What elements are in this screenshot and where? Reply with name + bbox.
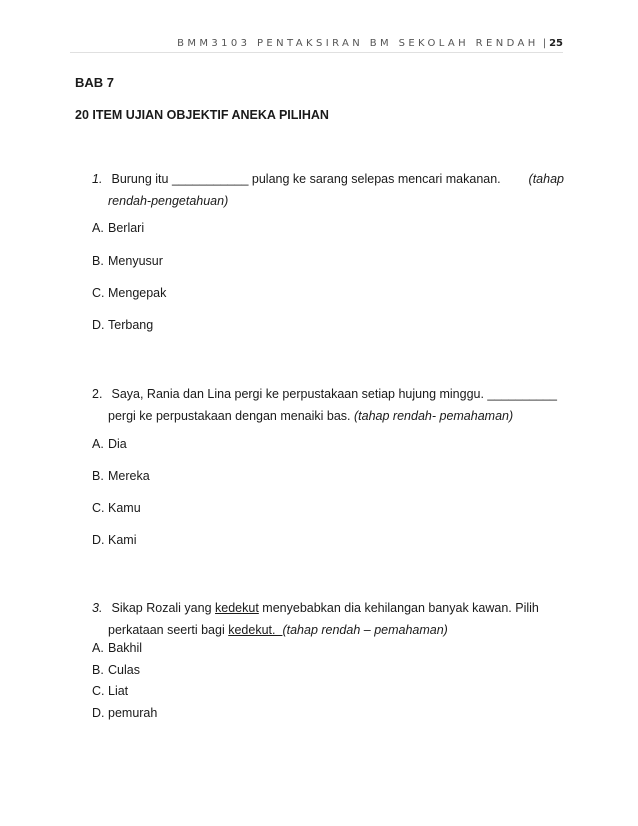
question-stem [92, 383, 564, 427]
option-letter: C. [92, 286, 105, 300]
option-a[interactable] [92, 437, 127, 451]
option-text: Kamu [108, 501, 141, 515]
option-a[interactable] [92, 641, 142, 655]
question-text: Sikap Rozali yang [111, 601, 212, 615]
page-number: 25 [549, 38, 563, 49]
underlined-word: kedekut [215, 601, 259, 615]
option-letter: A. [92, 641, 104, 655]
level-tag: (tahap rendah- pemahaman) [354, 409, 514, 423]
option-letter: D. [92, 318, 105, 332]
question-3 [92, 597, 564, 641]
question-2 [92, 383, 564, 427]
header-course-title: BMM3103 PENTAKSIRAN BM SEKOLAH RENDAH [177, 38, 539, 49]
question-1 [92, 168, 564, 212]
question-stem [92, 597, 564, 641]
option-text: Mereka [108, 469, 150, 483]
level-tag-continued: rendah-pengetahuan) [108, 194, 229, 208]
option-letter: D. [92, 706, 105, 720]
option-text: Mengepak [108, 286, 167, 300]
question-text-part2: menyebabkan dia kehilangan banyak kawan. Pilih [262, 601, 539, 615]
option-d[interactable] [92, 318, 153, 332]
option-letter: A. [92, 437, 104, 451]
option-c[interactable] [92, 684, 128, 698]
option-text: Dia [108, 437, 127, 451]
option-letter: C. [92, 684, 105, 698]
option-text: Culas [108, 663, 140, 677]
question-number: 2. [92, 387, 103, 401]
question-text-line2: pergi ke perpustakaan dengan menaiki bas. [108, 409, 351, 423]
question-text: Burung itu ___________ pulang ke sarang selepas mencari makanan. [111, 172, 501, 186]
option-text: pemurah [108, 706, 158, 720]
header-rule [70, 52, 563, 53]
question-stem [92, 168, 564, 212]
option-letter: B. [92, 254, 104, 268]
option-text: Liat [108, 684, 129, 698]
section-title: 20 ITEM UJIAN OBJEKTIF ANEKA PILIHAN [75, 108, 329, 122]
level-tag: (tahap [528, 172, 564, 186]
option-text: Berlari [108, 221, 145, 235]
option-c[interactable] [92, 501, 141, 515]
option-letter: B. [92, 469, 104, 483]
underlined-word: kedekut. [228, 623, 276, 637]
running-header [70, 38, 563, 49]
option-text: Bakhil [108, 641, 143, 655]
question-text-continued [92, 405, 564, 427]
option-text: Menyusur [108, 254, 163, 268]
option-b[interactable] [92, 663, 140, 677]
level-tag: (tahap rendah – pemahaman) [282, 623, 448, 637]
option-b[interactable] [92, 469, 150, 483]
option-d[interactable] [92, 706, 157, 720]
header-separator: | [542, 38, 547, 49]
option-letter: C. [92, 501, 105, 515]
option-text: Terbang [108, 318, 154, 332]
option-d[interactable] [92, 533, 136, 547]
option-a[interactable] [92, 221, 144, 235]
option-text: Kami [108, 533, 137, 547]
question-number: 3. [92, 601, 103, 615]
option-letter: D. [92, 533, 105, 547]
option-letter: B. [92, 663, 104, 677]
question-text-line2: perkataan seerti bagi [108, 623, 225, 637]
option-b[interactable] [92, 254, 163, 268]
question-text: Saya, Rania dan Lina pergi ke perpustakaan setiap hujung minggu. __________ [111, 387, 557, 401]
question-number: 1. [92, 172, 103, 186]
chapter-heading: BAB 7 [75, 75, 115, 90]
question-text-continued [92, 619, 564, 641]
option-letter: A. [92, 221, 104, 235]
option-c[interactable] [92, 286, 166, 300]
